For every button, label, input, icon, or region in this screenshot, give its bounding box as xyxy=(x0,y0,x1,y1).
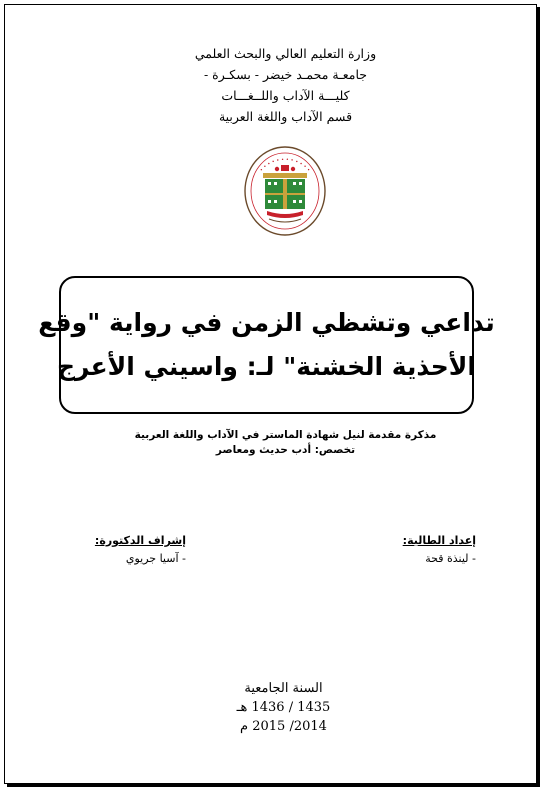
thesis-title-line-1: تداعي وتشظي الزمن في رواية "وقع xyxy=(38,308,495,337)
svg-text:• • • • • • • • • • • •: • • • • • • • • • • • • xyxy=(258,156,312,174)
department-name: قسم الآداب واللغة العربية xyxy=(218,109,353,124)
faculty-name: كليـــة الآداب واللــغـــات xyxy=(221,88,350,103)
degree-purpose: مذكرة مقدمة لنيل شهادة الماستر في الآداب واللغة العربية xyxy=(134,429,437,441)
student-label: إعداد الطالبة: xyxy=(402,534,476,547)
institution-header xyxy=(5,43,536,127)
supervisor-name: - آسيا جريوي xyxy=(125,552,186,565)
academic-year-gregorian: 2014/ 2015 م xyxy=(240,719,327,734)
university-name: جامعـة محمـد خيضر - بسكـرة - xyxy=(203,67,368,82)
academic-year-label: السنة الجامعية xyxy=(244,681,323,696)
specialty: تخصص: أدب حديث ومعاصر xyxy=(215,444,356,456)
page-frame xyxy=(4,4,537,784)
university-seal-icon xyxy=(243,145,327,237)
ministry-name: وزارة التعليم العالي والبحث العلمي xyxy=(194,46,377,61)
student-name: - لينذة قحة xyxy=(425,552,476,565)
supervisor-label: إشراف الدكتورة: xyxy=(94,534,186,547)
thesis-title-line-2: الأحذية الخشنة" لـ: واسيني الأعرج xyxy=(57,352,476,381)
student-block xyxy=(403,532,476,568)
academic-year-hijri: 1435 / 1436 هـ xyxy=(236,700,331,715)
thesis-description xyxy=(5,428,536,458)
academic-year-block xyxy=(5,679,536,736)
thesis-title-box xyxy=(38,276,495,414)
supervisor-block xyxy=(95,532,186,568)
